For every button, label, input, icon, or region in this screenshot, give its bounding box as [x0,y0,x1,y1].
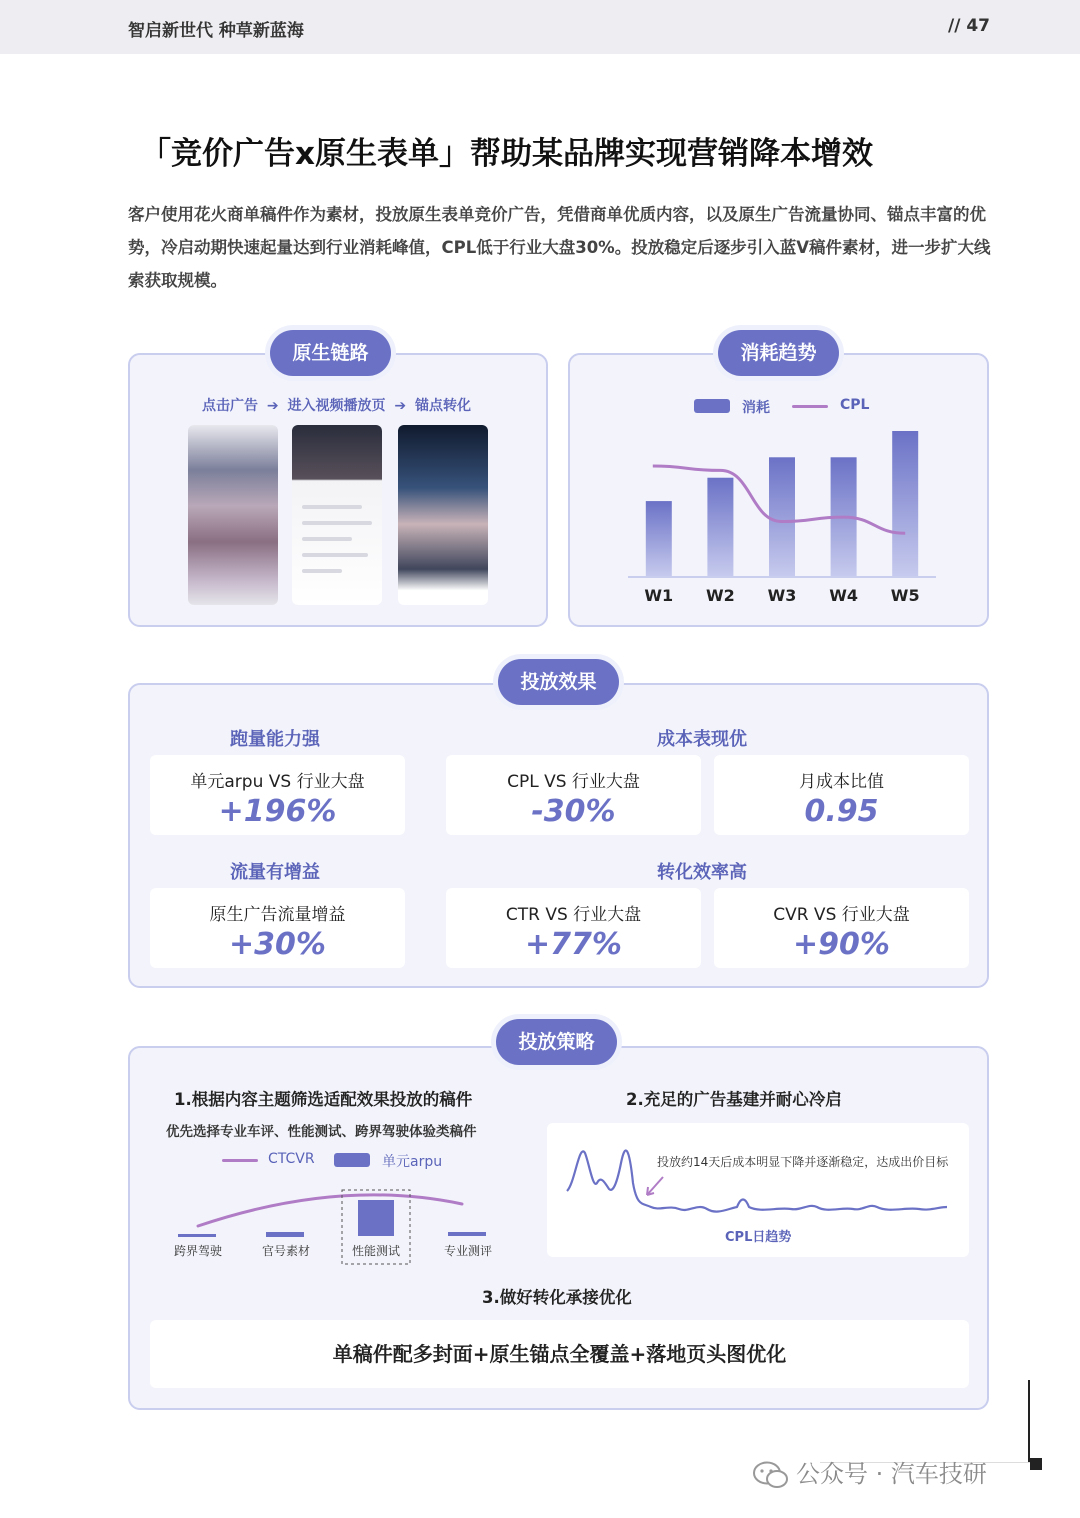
arpu-legend-label: 单元arpu [382,1154,443,1170]
trend-chart [570,355,991,629]
phone-screenshot-feed [188,425,278,605]
x-tick-label: W4 [829,586,858,605]
page-header [0,0,1080,54]
metric-label: 单元arpu VS 行业大盘 [190,772,365,792]
metric-card [714,755,969,835]
watermark-text: 公众号 · 汽车技研 [796,1460,987,1488]
corner-divider [1028,1380,1030,1462]
page-number: // 47 [948,16,990,36]
header-brand: 智启新世代 种草新蓝海 [128,21,304,41]
metric-card [446,755,701,835]
arpu-bar-review [448,1232,486,1236]
effects-pill: 投放效果 [498,659,619,705]
trend-panel [568,353,989,627]
phone-screenshot-video [292,425,382,605]
metric-label: CTR VS 行业大盘 [505,905,642,925]
watermark [752,1454,987,1490]
arrow-right-icon: ➔ [394,398,407,414]
wechat-icon [752,1460,790,1490]
category-label: 专业测评 [444,1244,493,1258]
flow-step-convert: 锚点转化 [414,398,471,414]
legend-line-label: CPL [840,397,870,413]
bar-w1 [646,501,672,577]
metric-card [150,888,405,968]
metric-card [150,755,405,835]
bar-w3 [769,457,795,577]
metric-value: +77% [525,927,622,962]
metric-card [446,888,701,968]
effects-panel [128,683,989,988]
x-tick-label: W1 [644,586,674,605]
arpu-bar-performance [358,1200,394,1236]
x-tick-label: W3 [767,586,797,605]
ctcvr-legend-label: CTCVR [268,1151,315,1167]
strategy-panel [128,1046,989,1410]
cpl-trend-box [547,1123,969,1257]
intro-paragraph: 客户使用花火商单稿件作为素材，投放原生表单竞价广告，凭借商单优质内容，以及原生广告流量协同、锚点丰富的优势，冷启动期快速起量达到行业消耗峰值，CPL低于行业大盘30%。投放稳定后逐步引入蓝V稿件素材，进一步扩大线索获取规模。 [128,205,991,290]
page-title: 「竞价广告x原生表单」帮助某品牌实现营销降本增效 [140,136,873,172]
strategy-2-title: 2.充足的广告基建并耐心冷启 [626,1090,842,1109]
arpu-legend-swatch [334,1153,370,1167]
metric-label: 月成本比值 [799,772,884,792]
strategy-3-box: 单稿件配多封面+原生锚点全覆盖+落地页头图优化 [150,1320,969,1388]
metric-value: +90% [793,927,890,962]
ctcvr-legend-swatch [222,1159,258,1162]
metric-head-volume: 跑量能力强 [230,729,320,750]
corner-square [1030,1458,1042,1470]
category-label: 性能测试 [352,1244,401,1258]
metric-value: 0.95 [804,794,879,829]
ctcvr-curve [198,1195,462,1226]
category-label: 跨界驾驶 [174,1244,223,1258]
category-label: 官号素材 [262,1244,311,1258]
strategy-1-title: 1.根据内容主题筛选适配效果投放的稿件 [174,1090,473,1109]
trend-pill: 消耗趋势 [718,330,839,376]
x-tick-label: W5 [890,586,920,605]
content-theme-chart [170,1168,530,1278]
metric-head-traffic: 流量有增益 [230,862,320,883]
strategy-1-note: 优先选择专业车评、性能测试、跨界驾驶体验类稿件 [166,1124,477,1140]
bar-w5 [892,431,918,577]
metric-head-conversion: 转化效率高 [657,862,747,883]
metric-value: -30% [531,794,616,829]
legend-bar-label: 消耗 [742,400,770,416]
bar-w2 [707,478,733,577]
arpu-bar-cross [178,1234,216,1237]
metric-card [714,888,969,968]
metric-label: CVR VS 行业大盘 [773,905,910,925]
x-tick-label: W2 [706,586,735,605]
strategy-3-title: 3.做好转化承接优化 [482,1288,632,1307]
metric-value: +196% [218,794,337,829]
metric-label: 原生广告流量增益 [209,905,346,925]
flow-step-click: 点击广告 [202,398,258,414]
metric-head-cost: 成本表现优 [657,729,747,750]
cpl-annotation: 投放约14天后成本明显下降并逐渐稳定，达成出价目标 [657,1155,949,1169]
flow-step-video: 进入视频播放页 [287,398,386,414]
native-chain-pill: 原生链路 [270,330,391,376]
native-chain-panel [128,353,548,627]
flow-steps [202,395,471,415]
phone-screenshot-landing [398,425,488,605]
strategy-pill: 投放策略 [496,1019,617,1065]
metric-value: +30% [229,927,326,962]
arpu-bar-official [266,1232,304,1237]
metric-label: CPL VS 行业大盘 [507,772,640,792]
cpl-caption: CPL日趋势 [725,1230,792,1245]
arrow-right-icon: ➔ [266,398,279,414]
